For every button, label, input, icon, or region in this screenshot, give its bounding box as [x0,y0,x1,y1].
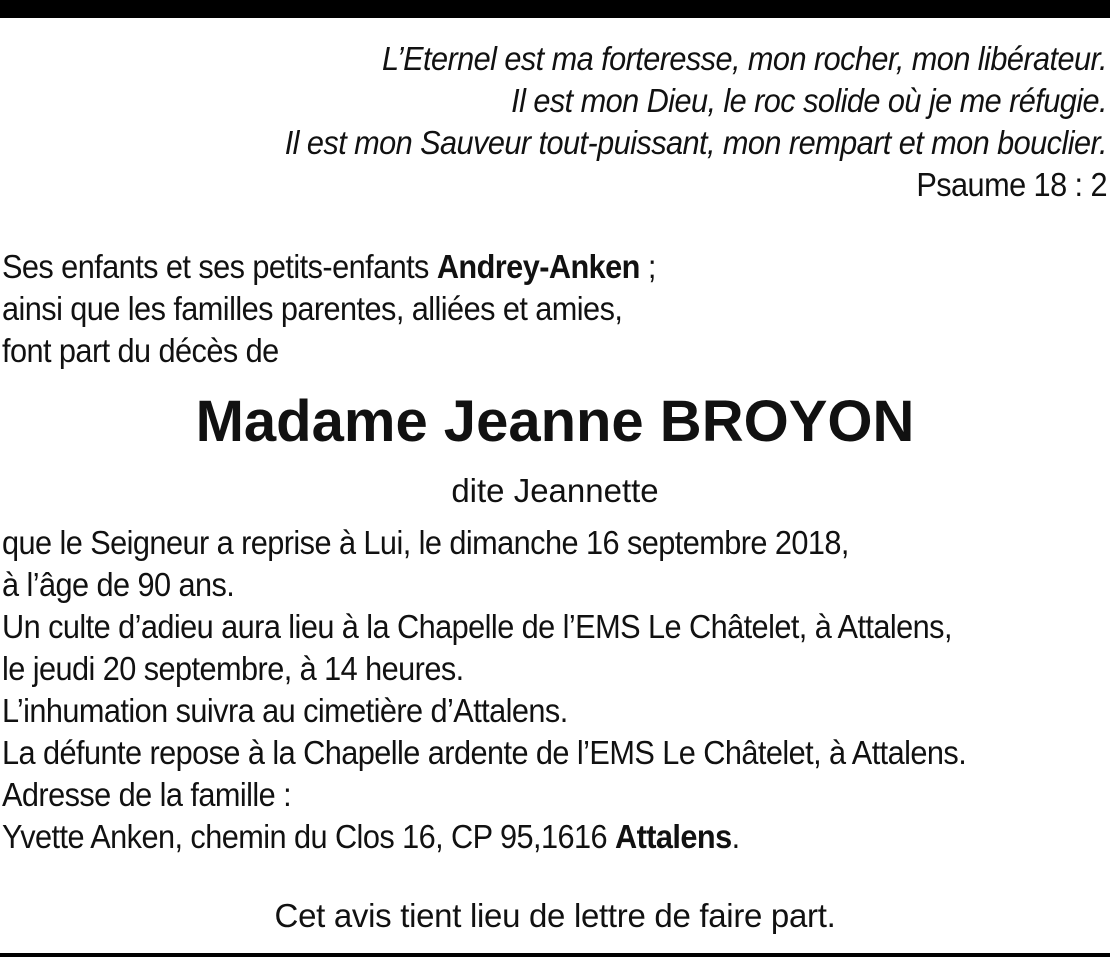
top-border-rule [0,0,1110,18]
closing-note: Cet avis tient lieu de lettre de faire part. [274,897,836,934]
announcement-line-3: font part du décès de [2,332,279,369]
announcement-suffix: ; [639,248,656,285]
verse-line: Il est mon Dieu, le roc solide où je me réfugie. [511,82,1107,119]
detail-line: L’inhumation suivra au cimetière d’Attalens. [2,692,568,729]
announcement-line-2: ainsi que les familles parentes, alliées et amies, [2,290,623,327]
detail-line: à l’âge de 90 ans. [2,566,235,603]
address-city: Attalens [614,818,732,855]
verse-line: L’Eternel est ma forteresse, mon rocher, mon libérateur. [382,40,1108,77]
bible-verse [84,38,1107,206]
deceased-name: Madame Jeanne BROYON [195,389,915,454]
deceased-nickname: dite Jeannette [451,472,659,509]
address-prefix: Yvette Anken, chemin du Clos 16, CP 95,1616 [2,818,615,855]
bottom-border-rule [0,953,1110,957]
family-address [2,816,966,858]
announcement [2,246,656,372]
announcement-prefix: Ses enfants et ses petits-enfants [2,248,437,285]
verse-reference: Psaume 18 : 2 [916,166,1107,203]
address-suffix: . [731,818,740,855]
announcement-line-1 [2,246,656,288]
detail-line: Adresse de la famille : [2,776,292,813]
detail-line: Un culte d’adieu aura lieu à la Chapelle de l’EMS Le Châtelet, à Attalens, [2,608,952,645]
detail-line: La défunte repose à la Chapelle ardente de l’EMS Le Châtelet, à Attalens. [2,734,967,771]
family-name: Andrey-Anken [436,248,640,285]
detail-line: le jeudi 20 septembre, à 14 heures. [2,650,464,687]
funeral-details [2,522,966,858]
detail-line: que le Seigneur a reprise à Lui, le dimanche 16 septembre 2018, [2,524,849,561]
verse-line: Il est mon Sauveur tout-puissant, mon rempart et mon bouclier. [284,124,1107,161]
